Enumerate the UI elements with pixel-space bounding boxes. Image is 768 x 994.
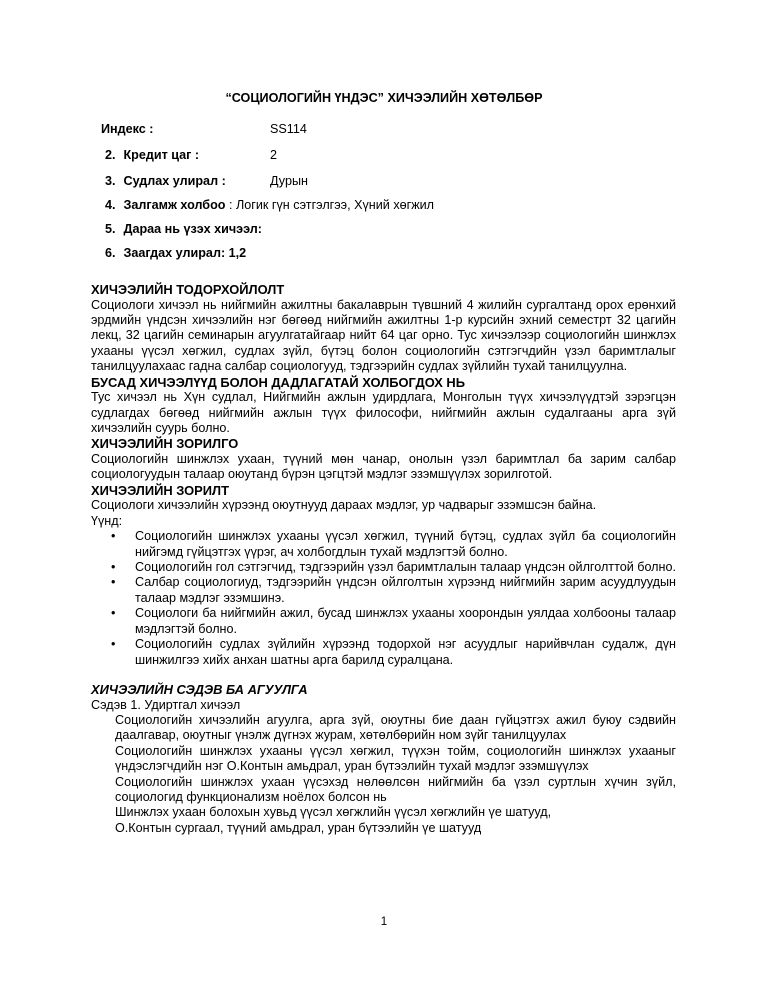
meta-label-index: Индекс : [101,122,154,136]
meta-label-prereq: Залгамж холбоо [123,198,226,212]
meta-num: 4. [105,198,116,212]
meta-num: 3. [105,174,116,188]
section-heading-description: ХИЧЭЭЛИЙН ТОДОРХОЙЛОЛТ [91,282,285,297]
content-paragraph: Социологийн хичээлийн агуулга, арга зүй, оюутны бие даан гүйцэтгэх ажил буюу сэдвийн даалгавар, оюутныг үнэлж дүгнэх журам, хөтөлбөрийн ном зүйг танилцуулах [115,712,676,743]
meta-label-credit: Кредит цаг : [123,148,200,162]
list-item: • Социологийн шинжлэх ухааны үүсэл хөгжил, түүний бүтэц, судлах зүйл ба социологийн нийгэмд гүйцэтгэх үүрэг, ач холбогдлын тухай мэдлэгтэй болно. [111,529,676,559]
page-number: 1 [380,916,388,928]
section-text-goal: Социологийн шинжлэх ухаан, түүний мөн чанар, онолын үзэл баримтлал ба зарим салбар социологуудын талаар оюутанд бүрэн цэгцтэй мэдлэг эзэмшүүлэх зорилготой. [91,452,676,482]
content-paragraph: Социологийн шинжлэх ухаан үүсэхэд нөлөөлсөн нийгмийн ба үзэл суртлын хүчин зүйл, социологид функционализм ноёлох болсон нь [115,774,676,804]
section-heading-goal: ХИЧЭЭЛИЙН ЗОРИЛГО [91,436,239,452]
content-topic: Сэдэв 1. Удиртгал хичээл [91,697,241,712]
bullet: • [111,606,116,621]
document-title: “СОЦИОЛОГИЙН ҮНДЭС” ХИЧЭЭЛИЙН ХӨТӨЛБӨР [225,91,543,105]
list-item: • Социологийн гол сэтгэгчид, тэдгээрийн үзэл баримтлалын талаар үндсэн ойлголттой болно. [111,560,676,575]
list-item: • Социологийн судлах зүйлийн хүрээнд тодорхой нэг асуудлыг нарийвчлан судалж, дүн шинжилгээ хийх анхан шатны арга барилд суралцана. [111,637,676,667]
meta-value-prereq: : Логик гүн сэтгэлгээ, Хүний хөгжил [228,198,435,212]
course-meta [91,120,651,260]
document-body [91,282,676,836]
list-item: • Социологи ба нийгмийн ажил, бусад шинжлэх ухааны хоорондын уялдаа холбооны талаар мэдлэгтэй болно. [111,606,676,636]
content-paragraph: Шинжлэх ухаан болохын хувьд үүсэл хөгжлийн үүсэл хөгжлийн үе шатууд, [115,805,552,820]
meta-num: 6. [105,246,116,260]
content-paragraph: О.Контын сургаал, түүний амьдрал, уран бүтээлийн үе шатууд [115,820,482,835]
meta-value-credit: 2 [270,148,278,162]
meta-label-next-course: Дараа нь үзэх хичээл: [123,222,262,236]
section-text-description: Социологи хичээл нь нийгмийн ажилтны бакалаврын түвшний 4 жилийн сургалтанд орох ерөнхий эрдмийн үндсэн хичээлийн нэг бөгөөд нийгмийн ажилтны 1-р курсийн эхний семестрт 32 цагийн лекц, 32 цагийн семинарын агуулгатайгаар нийт 64 цаг орно. Тус хичээлээр социологийн шинжлэх ухааны үүсэл хөгжил, судлах зүйл, бүтэц болон социологийн сэтгэгчдийн үзэл баримтлалыг танилцуулахаас гадна салбар социологууд, тэдгээрийн судлах зүйлийн тухай танилцуулна. [91,297,676,374]
meta-num: 2. [105,148,116,162]
bullet: • [111,637,116,652]
list-item: • Салбар социологиуд, тэдгээрийн үндсэн ойлголтын хүрээнд нийгмийн зарим асуудлуудын талаар мэдлэг эзэмшинэ. [111,575,676,605]
section-text-relations: Тус хичээл нь Хүн судлал, Нийгмийн ажлын удирдлага, Монголын түүх хичээлүүдтэй зэрэгцэн судлагдах бөгөөд нийгмийн ажлын түүх философи, нийгмийн ажлын судалгааны арга зүй хичээлийн суурь болно. [91,390,676,436]
content-paragraph: Социологийн шинжлэх ухааны үүсэл хөгжил, түүхэн тойм, социологийн шинжлэх ухааныг үндэслэгчдийн нэг О.Контын амьдрал, уран бүтээлийн тухай мэдлэг эзэмшүүлэх [115,743,676,774]
bullet: • [111,560,116,575]
bullet: • [111,529,116,544]
section-heading-relations: БУСАД ХИЧЭЭЛҮҮД БОЛОН ДАДЛАГАТАЙ ХОЛБОГДОХ НЬ [91,374,466,390]
objectives-intro: Социологи хичээлийн хүрээнд оюутнууд дараах мэдлэг, ур чадварыг эзэмшсэн байна. [91,498,597,513]
bullet: • [111,575,116,590]
meta-label-semester: Судлах улирал : [123,174,226,188]
section-heading-content: ХИЧЭЭЛИЙН СЭДЭВ БА АГУУЛГА [91,681,308,697]
meta-num: 5. [105,222,116,236]
section-heading-objectives: ХИЧЭЭЛИЙН ЗОРИЛТ [91,482,229,498]
objectives-list [91,529,676,668]
objectives-intro-2: Үүнд: [91,513,123,528]
meta-value-index: SS114 [270,122,307,136]
meta-label-taught-semester: Заагдах улирал: 1,2 [123,246,247,260]
meta-value-semester: Дурын [270,174,308,188]
